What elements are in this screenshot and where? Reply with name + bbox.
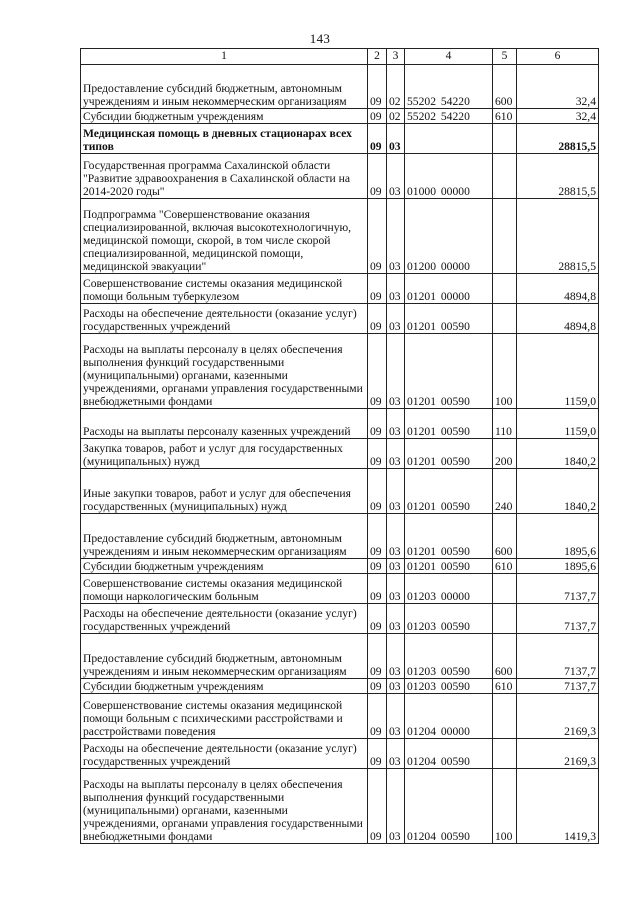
header-col-6: 6	[517, 49, 599, 65]
row-amount: 7137,7	[517, 574, 599, 604]
row-section-code: 09	[368, 604, 387, 634]
row-description: Расходы на обеспечение деятельности (оказание услуг) государственных учреждений	[81, 304, 368, 334]
table-row	[81, 109, 599, 124]
row-amount: 28815,5	[517, 154, 599, 199]
row-expense-type: 600	[493, 514, 517, 559]
row-expense-type	[493, 739, 517, 769]
row-expense-type: 610	[493, 679, 517, 694]
row-amount: 1895,6	[517, 514, 599, 559]
table-row	[81, 739, 599, 769]
row-description: Субсидии бюджетным учреждениям	[81, 109, 368, 124]
header-col-4: 4	[405, 49, 493, 65]
row-section-code: 09	[368, 694, 387, 739]
row-description: Совершенствование системы оказания медицинской помощи больным с психическими расстройствами и расстройствами поведения	[81, 694, 368, 739]
row-target-article: 01201 00590	[405, 559, 493, 574]
table-row	[81, 409, 599, 439]
row-section-code: 09	[368, 109, 387, 124]
row-amount: 28815,5	[517, 124, 599, 154]
row-section-code: 09	[368, 274, 387, 304]
row-amount: 2169,3	[517, 739, 599, 769]
header-col-5: 5	[493, 49, 517, 65]
row-subsection-code: 03	[387, 304, 405, 334]
row-target-article: 01201 00590	[405, 409, 493, 439]
row-subsection-code: 03	[387, 559, 405, 574]
row-subsection-code: 03	[387, 769, 405, 844]
table-row	[81, 154, 599, 199]
row-target-article: 01204 00590	[405, 769, 493, 844]
budget-table	[80, 48, 599, 844]
row-expense-type: 610	[493, 559, 517, 574]
row-subsection-code: 03	[387, 439, 405, 469]
row-subsection-code: 03	[387, 634, 405, 679]
row-section-code: 09	[368, 559, 387, 574]
row-expense-type	[493, 124, 517, 154]
row-section-code: 09	[368, 334, 387, 409]
row-target-article: 01000 00000	[405, 154, 493, 199]
row-description: Предоставление субсидий бюджетным, автономным учреждениям и иным некоммерческим организациям	[81, 514, 368, 559]
row-section-code: 09	[368, 65, 387, 109]
row-subsection-code: 03	[387, 199, 405, 274]
row-target-article	[405, 124, 493, 154]
row-expense-type: 610	[493, 109, 517, 124]
row-subsection-code: 03	[387, 469, 405, 514]
row-expense-type	[493, 604, 517, 634]
table-row	[81, 124, 599, 154]
row-target-article: 01201 00590	[405, 514, 493, 559]
row-subsection-code: 03	[387, 124, 405, 154]
row-description: Иные закупки товаров, работ и услуг для обеспечения государственных (муниципальных) нужд	[81, 469, 368, 514]
row-amount: 32,4	[517, 65, 599, 109]
table-row	[81, 769, 599, 844]
row-section-code: 09	[368, 634, 387, 679]
row-subsection-code: 03	[387, 739, 405, 769]
row-description: Предоставление субсидий бюджетным, автономным учреждениям и иным некоммерческим организациям	[81, 65, 368, 109]
row-target-article: 01201 00590	[405, 469, 493, 514]
row-description: Предоставление субсидий бюджетным, автономным учреждениям и иным некоммерческим организациям	[81, 634, 368, 679]
row-description: Расходы на выплаты персоналу казенных учреждений	[81, 409, 368, 439]
row-expense-type	[493, 694, 517, 739]
table-header-row	[81, 49, 599, 65]
row-section-code: 09	[368, 739, 387, 769]
row-subsection-code: 03	[387, 409, 405, 439]
table-row	[81, 469, 599, 514]
row-target-article: 55202 54220	[405, 109, 493, 124]
row-amount: 7137,7	[517, 604, 599, 634]
table-row	[81, 559, 599, 574]
header-col-1: 1	[81, 49, 368, 65]
row-target-article: 01203 00000	[405, 574, 493, 604]
row-target-article: 55202 54220	[405, 65, 493, 109]
row-expense-type: 100	[493, 769, 517, 844]
table-row	[81, 604, 599, 634]
row-description: Субсидии бюджетным учреждениям	[81, 559, 368, 574]
row-target-article: 01201 00590	[405, 334, 493, 409]
row-section-code: 09	[368, 469, 387, 514]
row-target-article: 01204 00590	[405, 739, 493, 769]
row-description: Расходы на обеспечение деятельности (оказание услуг) государственных учреждений	[81, 604, 368, 634]
row-target-article: 01201 00590	[405, 304, 493, 334]
row-description: Закупка товаров, работ и услуг для государственных (муниципальных) нужд	[81, 439, 368, 469]
row-amount: 7137,7	[517, 634, 599, 679]
row-section-code: 09	[368, 124, 387, 154]
row-expense-type	[493, 274, 517, 304]
row-subsection-code: 03	[387, 574, 405, 604]
table-row	[81, 574, 599, 604]
row-target-article: 01201 00590	[405, 439, 493, 469]
row-subsection-code: 02	[387, 65, 405, 109]
header-col-3: 3	[387, 49, 405, 65]
row-section-code: 09	[368, 304, 387, 334]
table-row	[81, 65, 599, 109]
row-expense-type: 600	[493, 65, 517, 109]
row-subsection-code: 03	[387, 694, 405, 739]
row-subsection-code: 03	[387, 154, 405, 199]
row-target-article: 01203 00590	[405, 604, 493, 634]
row-expense-type: 200	[493, 439, 517, 469]
table-row	[81, 694, 599, 739]
row-section-code: 09	[368, 199, 387, 274]
header-col-2: 2	[368, 49, 387, 65]
row-section-code: 09	[368, 154, 387, 199]
row-subsection-code: 03	[387, 679, 405, 694]
row-amount: 4894,8	[517, 304, 599, 334]
row-subsection-code: 03	[387, 604, 405, 634]
table-row	[81, 274, 599, 304]
row-amount: 4894,8	[517, 274, 599, 304]
row-target-article: 01200 00000	[405, 199, 493, 274]
table-row	[81, 514, 599, 559]
row-description: Субсидии бюджетным учреждениям	[81, 679, 368, 694]
row-amount: 1840,2	[517, 469, 599, 514]
row-subsection-code: 03	[387, 274, 405, 304]
row-target-article: 01203 00590	[405, 634, 493, 679]
row-description: Медицинская помощь в дневных стационарах всех типов	[81, 124, 368, 154]
row-description: Расходы на обеспечение деятельности (оказание услуг) государственных учреждений	[81, 739, 368, 769]
table-row	[81, 199, 599, 274]
row-expense-type: 240	[493, 469, 517, 514]
row-amount: 1419,3	[517, 769, 599, 844]
row-description: Расходы на выплаты персоналу в целях обеспечения выполнения функций государственными (муниципальными) органами, казенными учреждениями, органами управления государственными внебюджетными фондами	[81, 334, 368, 409]
row-amount: 2169,3	[517, 694, 599, 739]
row-expense-type	[493, 199, 517, 274]
row-description: Государственная программа Сахалинской области "Развитие здравоохранения в Сахалинской области на 2014-2020 годы"	[81, 154, 368, 199]
row-amount: 1840,2	[517, 439, 599, 469]
row-amount: 32,4	[517, 109, 599, 124]
row-section-code: 09	[368, 769, 387, 844]
row-target-article: 01204 00000	[405, 694, 493, 739]
table-row	[81, 304, 599, 334]
row-expense-type	[493, 304, 517, 334]
row-section-code: 09	[368, 574, 387, 604]
row-section-code: 09	[368, 514, 387, 559]
row-description: Подпрограмма "Совершенствование оказания специализированной, включая высокотехнологичную, медицинской помощи, скорой, в том числе скорой специализированной, медицинской помощи, медицинской эвакуации"	[81, 199, 368, 274]
row-expense-type	[493, 574, 517, 604]
row-amount: 1159,0	[517, 334, 599, 409]
row-section-code: 09	[368, 409, 387, 439]
row-amount: 7137,7	[517, 679, 599, 694]
row-target-article: 01203 00590	[405, 679, 493, 694]
row-expense-type: 110	[493, 409, 517, 439]
row-description: Совершенствование системы оказания медицинской помощи больным туберкулезом	[81, 274, 368, 304]
table-row	[81, 439, 599, 469]
row-expense-type	[493, 154, 517, 199]
row-subsection-code: 03	[387, 334, 405, 409]
page-number: 143	[309, 31, 331, 46]
row-subsection-code: 02	[387, 109, 405, 124]
row-expense-type: 100	[493, 334, 517, 409]
row-subsection-code: 03	[387, 514, 405, 559]
row-expense-type: 600	[493, 634, 517, 679]
row-amount: 28815,5	[517, 199, 599, 274]
table-row	[81, 334, 599, 409]
row-description: Совершенствование системы оказания медицинской помощи наркологическим больным	[81, 574, 368, 604]
row-description: Расходы на выплаты персоналу в целях обеспечения выполнения функций государственными (муниципальными) органами, казенными учреждениями, органами управления государственными внебюджетными фондами	[81, 769, 368, 844]
row-section-code: 09	[368, 679, 387, 694]
row-section-code: 09	[368, 439, 387, 469]
row-amount: 1895,6	[517, 559, 599, 574]
table-row	[81, 634, 599, 679]
table-row	[81, 679, 599, 694]
row-target-article: 01201 00000	[405, 274, 493, 304]
row-amount: 1159,0	[517, 409, 599, 439]
